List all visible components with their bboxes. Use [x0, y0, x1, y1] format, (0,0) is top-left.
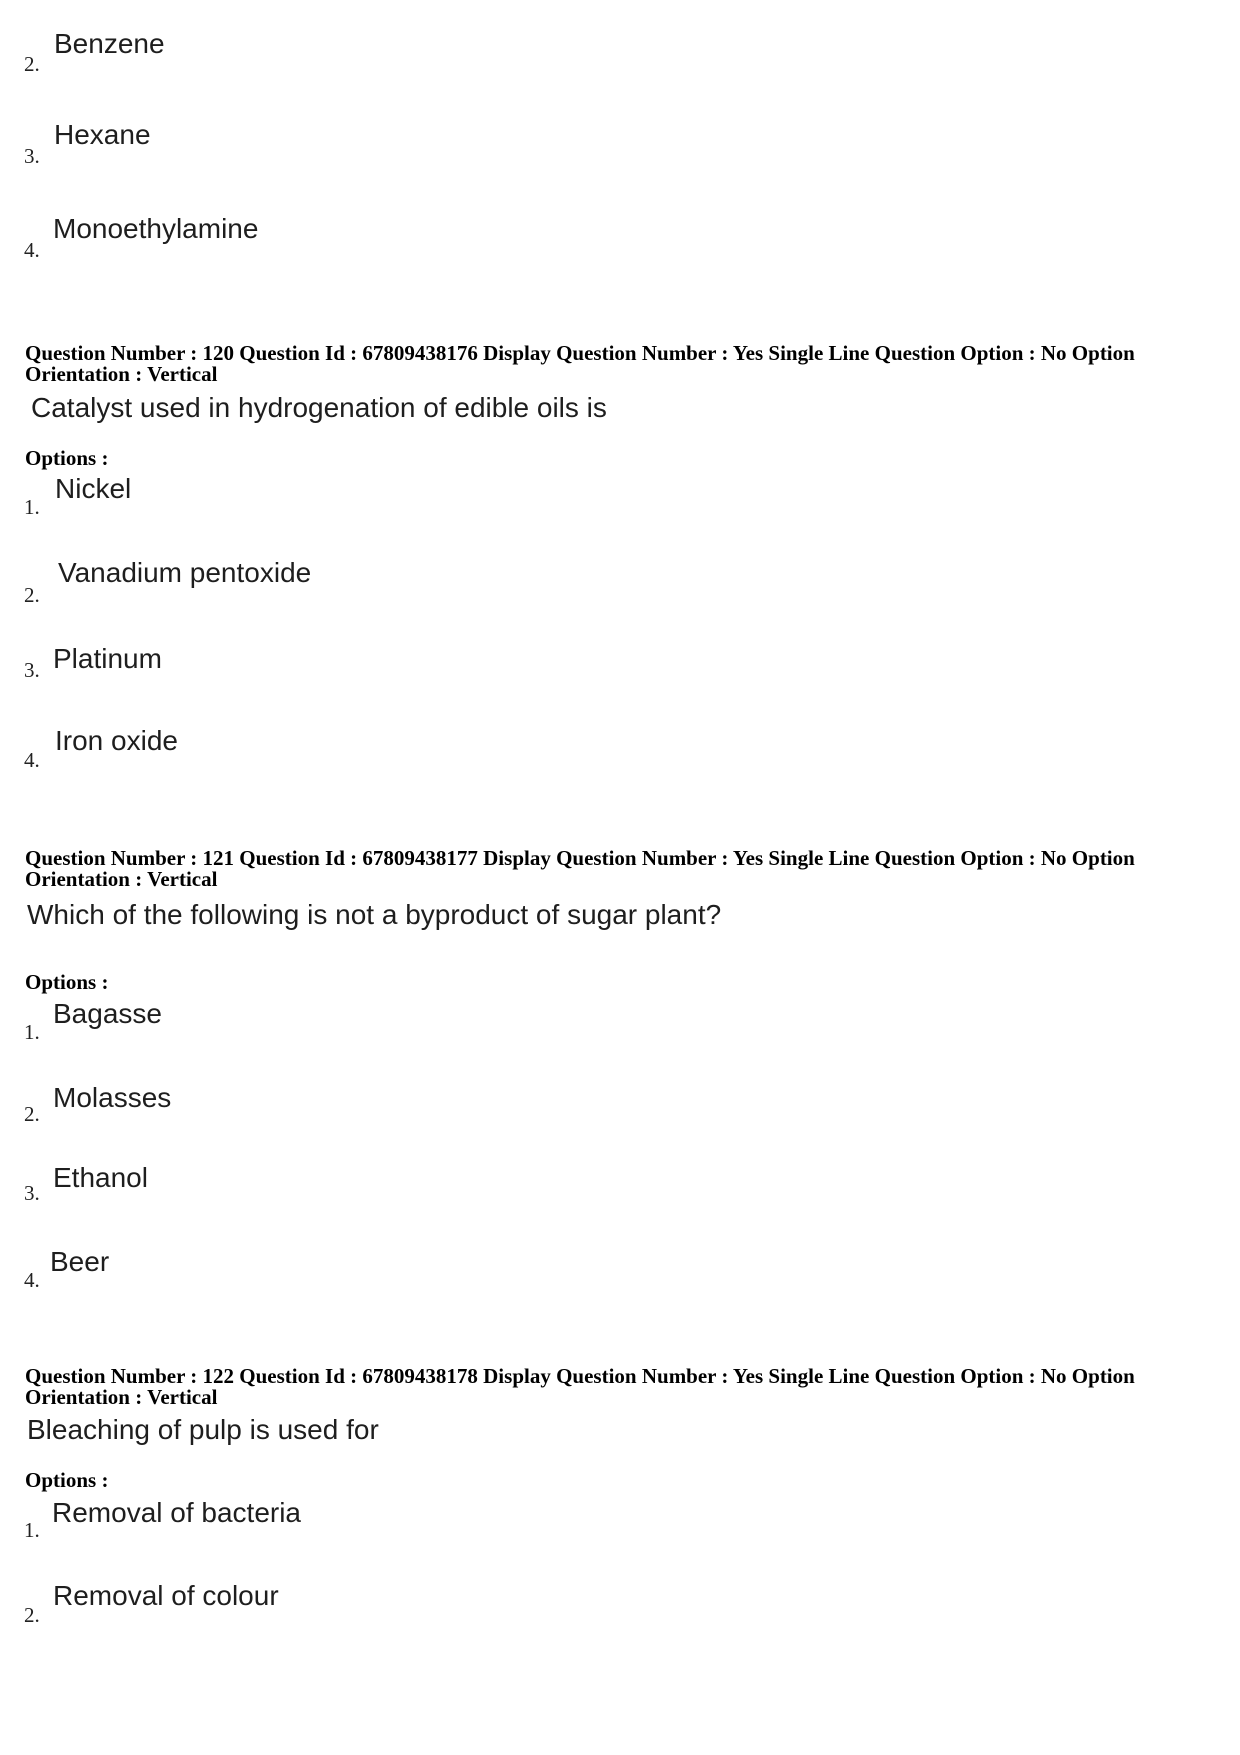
option-text: Vanadium pentoxide — [58, 557, 312, 588]
option-text: Iron oxide — [55, 725, 178, 756]
option-text: Bagasse — [53, 998, 162, 1029]
option-number: 3. — [24, 1181, 40, 1205]
question-meta-line-2: Orientation : Vertical — [25, 1385, 218, 1409]
option-number: 2. — [24, 583, 40, 607]
option-text: Nickel — [55, 473, 132, 504]
option-number: 4. — [24, 238, 40, 262]
option-number: 1. — [24, 1020, 40, 1044]
option-text: Benzene — [54, 28, 165, 59]
option-text: Beer — [50, 1246, 110, 1277]
question-text: Catalyst used in hydrogenation of edible oils is — [31, 392, 607, 423]
option-text: Removal of bacteria — [52, 1497, 302, 1528]
option-number: 2. — [24, 52, 40, 76]
option-text: Removal of colour — [53, 1580, 279, 1611]
question-meta-line-2: Orientation : Vertical — [25, 362, 218, 386]
option-text: Ethanol — [53, 1162, 148, 1193]
option-number: 3. — [24, 658, 40, 682]
question-meta-line-1: Question Number : 121 Question Id : 67809438177 Display Question Number : Yes Single Line Question Option : No Option — [25, 846, 1135, 870]
options-label: Options : — [25, 970, 109, 994]
question-meta-line-2: Orientation : Vertical — [25, 867, 218, 891]
question-text: Which of the following is not a byproduct of sugar plant? — [27, 899, 722, 930]
question-meta-line-1: Question Number : 122 Question Id : 67809438178 Display Question Number : Yes Single Line Question Option : No Option — [25, 1364, 1135, 1388]
option-number: 1. — [24, 1518, 40, 1542]
option-text: Platinum — [53, 643, 162, 674]
question-text: Bleaching of pulp is used for — [27, 1414, 379, 1445]
option-number: 2. — [24, 1102, 40, 1126]
option-number: 1. — [24, 495, 40, 519]
option-number: 4. — [24, 748, 40, 772]
option-number: 4. — [24, 1268, 40, 1292]
option-number: 2. — [24, 1603, 40, 1627]
options-label: Options : — [25, 1468, 109, 1492]
question-meta-line-1: Question Number : 120 Question Id : 67809438176 Display Question Number : Yes Single Line Question Option : No Option — [25, 341, 1135, 365]
options-label: Options : — [25, 446, 109, 470]
option-text: Monoethylamine — [53, 213, 259, 244]
option-text: Hexane — [54, 119, 151, 150]
option-text: Molasses — [53, 1082, 172, 1113]
option-number: 3. — [24, 144, 40, 168]
